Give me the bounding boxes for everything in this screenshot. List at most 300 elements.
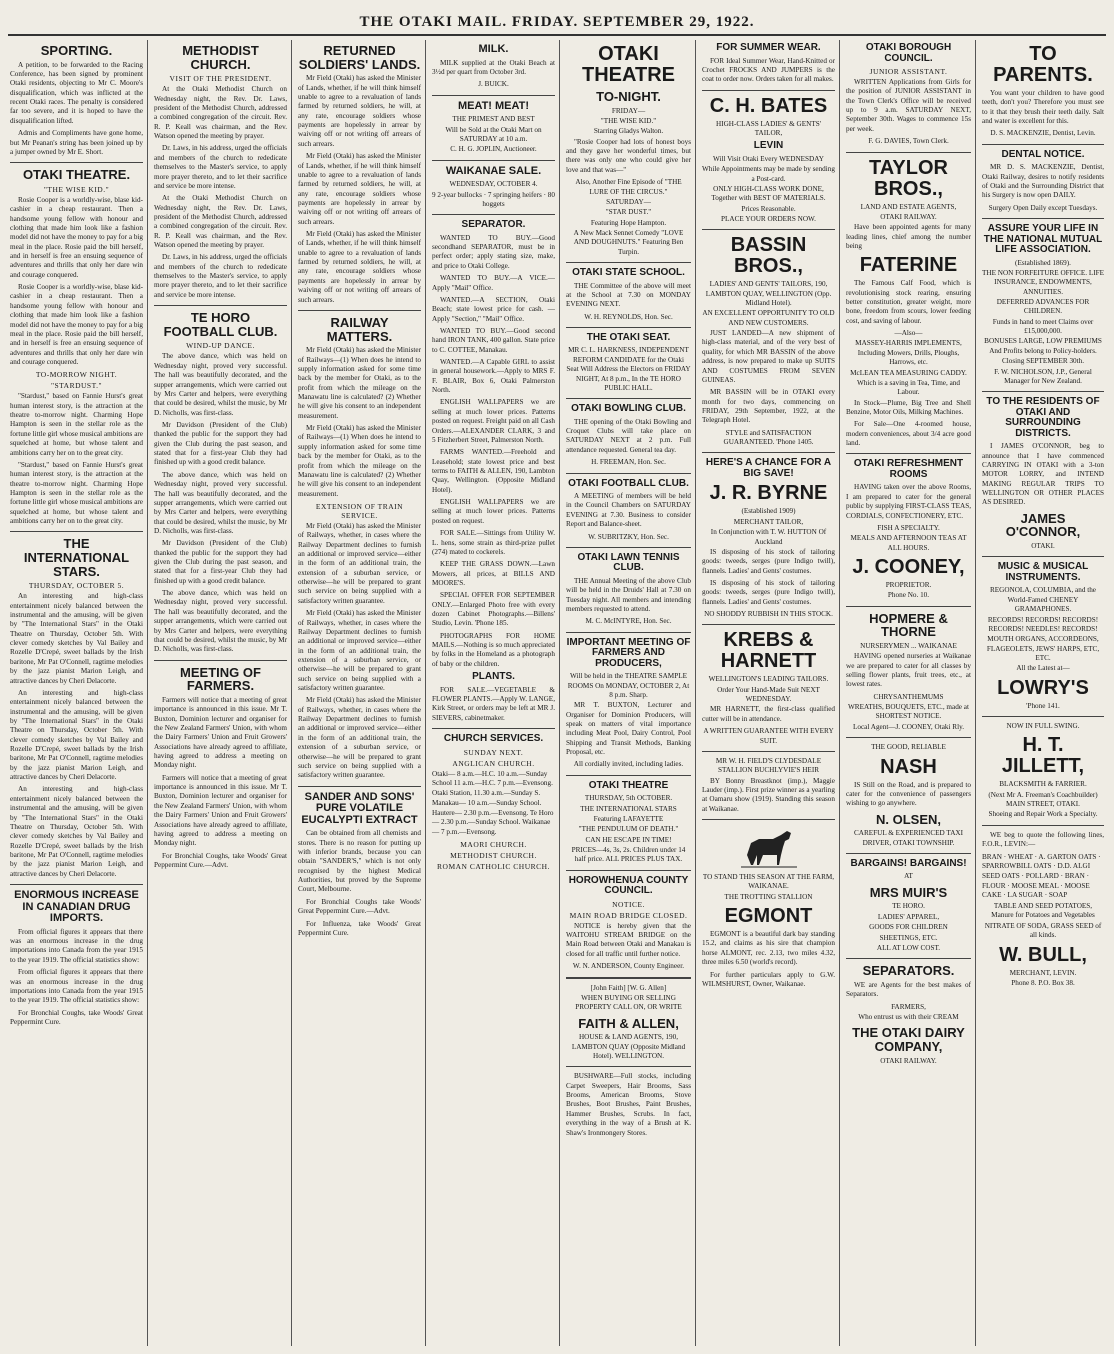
divider: [982, 144, 1104, 145]
field-text: BY Bonny Breastknot (imp.), Maggie Lauder (imp.). First prize winner as a yearling at Oamaru show (1919). Standing this season at Waikanae.: [702, 776, 835, 813]
krebs-text-2: MR HARNETT, the first-class qualified cutter will be in attendance.: [702, 705, 835, 723]
agent: Local Agent—J. COONEY, Otaki Rly.: [853, 722, 964, 731]
stardust-title: "STAR DUST.": [605, 208, 652, 217]
vegetables: TABLE AND SEED POTATOES, Manure for Potatoes and Vegetables: [991, 902, 1095, 920]
bowling-name: H. FREEMAN, Hon. Sec.: [591, 458, 666, 467]
merchant: MERCHANT TAILOR,: [733, 517, 804, 526]
divider: [846, 606, 971, 607]
closing: Closing SEPTEMBER 30th.: [1001, 357, 1085, 366]
railway-text-2: Mr Field (Otaki) has asked the Minister of Railways—(1) When does he intend to supply information asked for some time back by the member for Otaki, as to the profit from which the mileage on the Manawatu line is calculated? (2) Whether he will give his consent to an independent measurement.: [298, 424, 421, 498]
reasonable: Prices Reasonable.: [741, 204, 796, 213]
sporting-heading: SPORTING.: [40, 43, 113, 58]
music-heading: MUSIC & MUSICAL INSTRUMENTS.: [997, 561, 1089, 583]
records-brands: REGONOLA, COLUMBIA, and the World-Famed CHENEY GRAMAPHONES.: [989, 586, 1096, 614]
levin: LEVIN: [753, 140, 784, 152]
church-services: Otaki— 8 a.m.—H.C. 10 a.m.—Sunday School 11 a.m.—H.C. 7 p.m.—Evensong. Otaki Station, 11.30 a.m.—Sunday S. Manakau— 10 a.m.—Sunday School. Hautere— 2.30 p.m.—Evensong. Te Horo— 2.30 p.m.—Sunday School. Waikanae— 7 p.m.—Evensong.: [432, 769, 554, 836]
forsale-ad-2: FOR SALE.—VEGETABLE & FLOWER PLANTS.—Apply W. LANGE, Kirk Street, or orders may be left at MR J. SIEVERS, cabinetmaker.: [432, 685, 555, 722]
divider: [298, 786, 421, 787]
nicholson: F. W. NICHOLSON, J.P., General Manager for New Zealand.: [994, 367, 1092, 385]
divider: [702, 819, 835, 820]
column-1: [6, 40, 148, 1346]
byrne-text-2: IS disposing of his stock of tailoring goods: tweeds, serges (pure Indigo twill), flannels. Ladies' and Gents' costumes.: [702, 547, 835, 575]
bargains: BARGAINS! BARGAINS!: [850, 857, 967, 869]
guarantee: A WRITTEN GUARANTEE WITH EVERY SUIT.: [703, 727, 834, 745]
organs: MOUTH ORGANS, ACCORDEONS, FLAGEOLETS, JEWS' HARPS, ETC, ETC.: [986, 635, 1100, 662]
swing: NOW IN FULL SWING.: [1006, 722, 1080, 731]
football-heading: OTAKI FOOTBALL CLUB.: [568, 477, 689, 489]
extension-heading: EXTENSION OF TRAIN SERVICE.: [315, 501, 404, 520]
bull-name: W. BULL,: [999, 943, 1087, 966]
returned-text-3: Mr Field (Otaki) has asked the Minister of Lands, whether, if he will think himself unable to agree to a revaluation of lands farmed by returned soldiers, he will, at any rate, encourage soldiers whose payments are hopelessly in arrear by waiving off or not writing off arrears of such arrears.: [298, 230, 421, 304]
tehoro-heading: TE HORO FOOTBALL CLUB.: [163, 310, 278, 339]
bates-text: Will Visit Otaki Every WEDNESDAY: [713, 154, 824, 163]
school-heading: OTAKI STATE SCHOOL.: [572, 267, 685, 279]
divider: [298, 310, 421, 311]
forsale-ad-1: FOR SALE.—Sittings from Utility W. L. hens, some strain as third-prize pullet (274) mated to cockerels.: [432, 529, 555, 556]
intl-heading: THE INTERNATIONAL STARS.: [23, 536, 130, 579]
column-2: [150, 40, 292, 1346]
est: (Established 1869).: [1015, 258, 1071, 267]
egmont-name: EGMONT: [724, 905, 813, 928]
bridge-heading: MAIN ROAD BRIDGE CLOSED.: [569, 910, 688, 920]
returned-heading: RETURNED SOLDIERS' LANDS.: [298, 43, 421, 72]
stardust-heading: "STARDUST.": [50, 381, 103, 391]
pendulum: "THE PENDULUM OF DEATH.": [578, 825, 679, 834]
church-heading: CHURCH SERVICES.: [443, 733, 544, 745]
milk-name: J. BUICK.: [478, 80, 509, 89]
mackenzie: D. S. MACKENZIE, Dentist, Levin.: [990, 129, 1096, 138]
lafayette: Featuring LAFAYETTE: [593, 814, 664, 823]
theatre-heading: OTAKI THEATRE.: [22, 167, 131, 183]
stardust-text: "Stardust," based on Fannie Hurst's great human interest story, is the attraction at the theatre to-morrow night. Charming Hope Hampton is seen in the stellar role as the fortune little girl whose musical ambitions are squelched at home, but whose talent and ambitions carry her on to the great city.: [10, 392, 143, 457]
entrust: Who entrust us with their CREAM: [858, 1012, 959, 1021]
meat-name: C. H. G. JOPLIN, Auctioneer.: [450, 145, 537, 154]
krebs-text: Order Your Hand-Made Suit NEXT WEDNESDAY.: [717, 685, 820, 704]
faterine-text: The Famous Calf Food, which is revolutionising stock rearing, ensuring better constitution, greater weight, more bone, freedom from scours, lower feeding cost, and saving of labour.: [846, 279, 971, 325]
farmers-heading: MEETING OF FARMERS.: [180, 664, 261, 694]
deferred: DEFERRED ADVANCES FOR CHILDREN.: [996, 298, 1090, 316]
tehoro-subheading: WIND-UP DANCE.: [186, 341, 255, 351]
divider: [432, 160, 555, 161]
intl-stars: THE INTERNATIONAL STARS: [580, 804, 677, 813]
theatre-text-2: Rosie Cooper is a worldly-wise, blase kid-cashier in a cheap restaurant. Then a handsome young fellow with honour and clothing that made him look like a fashion model did not have the money to pay for a big meal in the place. Rosie paid the bill herself, and in herself is free an ensuing sequence of adventures and thrills that only her dare win and courage conquered.: [10, 283, 143, 366]
mclean: McLEAN TEA MEASURING CADDY.: [850, 368, 967, 377]
faith-name: FAITH & ALLEN,: [578, 1015, 679, 1031]
tennis-text: THE Annual Meeting of the above Club will be held in the Druids' Hall at 7.30 on Tuesday night. All members and intending members requested to attend.: [566, 576, 691, 613]
divider: [846, 853, 971, 854]
tehoro: TE HORO.: [892, 902, 925, 911]
hope-hampton: Featuring Hope Hampton.: [590, 218, 667, 227]
methodist-heading: METHODIST CHURCH.: [182, 43, 259, 72]
separators-heading: SEPARATORS.: [862, 963, 955, 979]
church-sub: SUNDAY NEXT.: [463, 747, 524, 757]
theatre-text: Rosie Cooper is a worldly-wise, blase kid-cashier in a cheap restaurant. Then a handsome young fellow with honour and clothing that made him look like a fashion model did not have the money to pay for a big meal in the place. Rosie paid the bill herself, and in herself is free an ensuing sequence of adventures and thrills that only her dare win and courage conquered.: [10, 195, 143, 279]
parents-text: You want your children to have good teeth, don't you? Therefore you must see to it that they brush their teeth daily. Salt and water is excellent for this.: [982, 89, 1104, 126]
nash-text: IS Still on the Road, and is prepared to cater for the convenience of passengers wishing to go anywhere.: [846, 780, 971, 808]
escape: CAN HE ESCAPE IN TIME!: [585, 835, 672, 844]
oconnor-name: JAMES O'CONNOR,: [1005, 510, 1081, 540]
bates-text-3: ONLY HIGH-CLASS WORK DONE, Together with BEST OF MATERIALS.: [711, 184, 826, 203]
proprietor: PROPRIETOR.: [885, 580, 932, 589]
massey: MASSEY-HARRIS IMPLEMENTS, Including Mowers, Drills, Ploughs, Harrows, etc.: [855, 339, 962, 367]
divider: [846, 453, 971, 454]
separator-heading: SEPARATOR.: [461, 219, 526, 231]
oconnor-loc: OTAKI.: [1031, 542, 1055, 551]
forfeiture: THE NON FORFEITURE OFFICE. LIFE INSURANCE, ENDOWMENTS, ANNUITIES.: [982, 268, 1104, 296]
fish: FISH A SPECIALTY.: [877, 523, 940, 532]
separators-text: WE are Agents for the best makes of Separators.: [846, 980, 971, 999]
sander-text: Can be obtained from all chemists and stores. There is no reason for putting up with inferior brands, because you can obtain "SANDER'S," which is not only recognised by the highest Medical Authorities, but proved by the Supreme Court, Melbourne.: [298, 829, 421, 894]
mclean-text: Which is a saving in Tea, Time, and Labour.: [857, 378, 960, 397]
krebs-name: KREBS & HARNETT: [720, 629, 817, 673]
phone: Phone No. 10.: [887, 591, 930, 600]
divider: [566, 1066, 691, 1067]
wreaths: WREATHS, BOUQUETS, ETC., made at SHORTEST NOTICE.: [848, 703, 969, 721]
trotting: THE TROTTING STALLION: [724, 892, 813, 901]
byrne-text-3: IS disposing of his stock of tailoring goods: tweeds, serges (pure Indigo twill), flannels. Ladies' and Gents' costumes.: [702, 578, 835, 606]
sporting-text-2: Admis and Compliments have gone home, but Mr Peanan's string has been joined up by a jumper owned by Mr E. Short.: [10, 129, 143, 156]
meat-heading: MEAT! MEAT!: [457, 99, 530, 112]
egmont-text: EGMONT is a beautiful dark bay standing 15.2, and claims as his sire that champion horse ALMONT, rec. 2.13, two miles 4.32, three miles 6.50 (world's record).: [702, 930, 835, 967]
prices: PRICES—4s, 3s, 2s. Children under 14 half price. ALL PRICES PLUS TAX.: [571, 846, 686, 864]
chrys: CHRYSANTHEMUMS: [873, 692, 944, 701]
nash-sub: THE GOOD, RELIABLE: [871, 743, 946, 752]
school-name: W. H. REYNOLDS, Hon. Sec.: [584, 312, 673, 321]
buxton-text: MR T. BUXTON, Lecturer and Organiser for Dominion Producers, will speak on matters of vital importance including Meat Pool, Dairy Control, Pool Shipping and Transit Methods, Banking Proposal, etc.: [566, 701, 691, 757]
comedy: A New Mack Sennet Comedy "LOVE AND DOUGHNUTS." Featuring Ben Turpin.: [573, 228, 684, 256]
tehoro-text: The above dance, which was held on Wednesday night, proved very successful. The hall was beautifully decorated, and the supper arrangements, which were carried out by Mrs Carter and helpers, were everything that could be desired, whilst the music, by Mr D. Nicholls, was first-class.: [154, 352, 287, 417]
photos-ad: PHOTOGRAPHS FOR HOME MAILS.—Nothing is so much appreciated by folks in the Homeland as a photograph of baby or the children.: [432, 631, 555, 668]
bull-phone: Phone 8. P.O. Box 38.: [1011, 978, 1075, 987]
maori-heading: MAORI CHURCH.: [460, 839, 527, 849]
methodist-subheading: VISIT OF THE PRESIDENT.: [169, 74, 272, 84]
summer-text: FOR Ideal Summer Wear, Hand-Knitted or Crochet FROCKS AND JUMPERS is the coat to order now. Orders taken for all makes.: [702, 56, 835, 84]
divider: [10, 162, 143, 163]
invited: All cordially invited, including ladies.: [573, 760, 684, 769]
taylor-name: TAYLOR BROS.,: [869, 156, 948, 200]
divider: [846, 737, 971, 738]
at: AT: [904, 872, 913, 881]
intl-text-2: An interesting and high-class entertainment nicely balanced between the instrumental and the amusing, will be given by "The International Stars" in the Otaki Theatre on Thursday, October 5th. With clever comedy sketches by Val Bailey and Rozelle D'Crepé, sweet ballads by the Irish baritone, Mr Pat O'Connell, ragtime melodies by the jazz pianist Marion Leigh, and attractive dances by Cheri Delacorte.: [10, 688, 143, 782]
byrne-name: J. R. BYRNE: [709, 482, 828, 505]
divider: [982, 391, 1104, 392]
junior-heading: JUNIOR ASSISTANT.: [869, 67, 948, 76]
price-lines: BRAN · WHEAT · A. GARTON OATS · SPARROWBILL OATS · D.D. ALGI SEED OATS · POLLARD · BRAN · FLOUR · MOOSE MEAL · MOOSE CAKE · LA SUGAR · SOAP: [982, 852, 1101, 900]
jillett-sub: BLACKSMITH & FARRIER.: [999, 780, 1087, 789]
assure-heading: ASSURE YOUR LIFE IN THE NATIONAL MUTUAL LIFE ASSOCIATION.: [983, 223, 1103, 256]
divider: [702, 624, 835, 625]
faterine-name: FATERINE: [859, 254, 958, 277]
wanted-ad-3: WANTED.—A SECTION, Otaki Beach; state lowest price for cash. —Apply "Section," "Mail" Office.: [432, 295, 555, 323]
cooney-name: J. COONEY,: [852, 555, 965, 578]
extension-text-3: Mr Field (Otaki) has asked the Minister of Railways, whether, in cases where the Railway Department declines to furnish an additional or improved service—either in the form of an additional train, the extension of a suburban service, or otherwise—he will be prepared to grant such service on being supplied with a satisfactory written guarantee.: [298, 696, 421, 780]
lowry-phone: 'Phone 141.: [1026, 701, 1060, 710]
starring: Starring Gladys Walton.: [593, 127, 664, 136]
bates-name: C. H. BATES: [709, 94, 828, 117]
divider: [846, 152, 971, 153]
low-cost: ALL AT LOW COST.: [876, 943, 941, 952]
seat-text: MR C. L. HARKNESS, INDEPENDENT REFORM CANDIDATE for the Otaki Seat Will Address the Electors on FRIDAY NIGHT, At 8 p.m., In the TE HORO PUBLIC HALL.: [566, 346, 691, 392]
olsen-name: N. OLSEN,: [875, 811, 941, 827]
special-ad: SPECIAL OFFER FOR SEPTEMBER ONLY.—Enlarged Photo free with every dozen Cabinet Photographs.—Billens' Studio, Levin. 'Phone 185.: [432, 591, 555, 628]
lowry-name: LOWRY'S: [997, 676, 1089, 699]
divider: [566, 547, 691, 548]
divider: [566, 775, 691, 776]
muirs: MRS MUIR'S: [869, 884, 948, 900]
divider: [566, 398, 691, 399]
enormous-text-2: From official figures it appears that there was an enormous increase in the drug importations into Canada from the year 1915 to the year 1919. The official statistics show:: [10, 968, 143, 1005]
divider: [10, 531, 143, 532]
intl-text: An interesting and high-class entertainment nicely balanced between the instrumental and the amusing, will be given by "The International Stars" in the Otaki Theatre on Thursday, October 5th. With clever comedy sketches by Val Bailey and Rozelle D'Crepé, sweet ballads by the Irish baritone, Mr Pat O'Connell, ragtime melodies by the jazz pianist Marion Leigh, and attractive dances by Cheri Delacorte.: [10, 592, 143, 685]
notice-heading: NOTICE.: [612, 899, 645, 909]
stock: In Stock—Plume, Big Tree and Shell Benzine, Motor Oils, Milking Machines.: [846, 398, 971, 416]
farms-ad: FARMS WANTED.—Freehold and Leasehold; state lowest price and best terms to FAITH & ALLEN, 190, Lambton Quay, Wellington. (Opposite Midland Hotel).: [432, 448, 555, 494]
taylor-text: Have been appointed agents for many leading lines, chief among the number being: [846, 223, 971, 250]
english-ad-2: ENGLISH WALLPAPERS we are selling at much lower prices. Patterns posted on request.: [432, 498, 555, 525]
divider: [982, 716, 1104, 717]
farmers-text-2: Farmers will notice that a meeting of great importance is announced in this issue. Mr T. Buxton, Dominion lecturer and organiser for the New Zealand Farmers' Union, with whom the Dairy Farmers' Union and Fruit Growers' Associations have already agreed to affiliate, having agreed to address a meeting on Monday night.: [154, 773, 287, 848]
masthead-rule: [8, 34, 1106, 36]
landed-text: JUST LANDED—A new shipment of high-class material, and of the very best of quality, for which MR BASSIN of the above address, is now prepared to make up SUITS AND COSTUMES FROM SEVEN GUINEAS.: [702, 329, 835, 384]
sander-heading: SANDER AND SONS' PURE VOLATILE EUCALYPTI EXTRACT: [301, 790, 418, 826]
bassin-sub: LADIES' AND GENTS' TAILORS, 190, LAMBTON QUAY, WELLINGTON (Opp. Midland Hotel).: [705, 280, 832, 308]
influenza-ad: For Influenza, take Woods' Great Peppermint Cure.: [298, 919, 421, 937]
bates-sub: HIGH-CLASS LADIES' & GENTS' TAILOR,: [715, 119, 821, 137]
theatre-blurb: "Rosie Cooper had lots of honest boys and they gave her wonderful times, but there was only one who could give her love and that was—": [566, 137, 691, 174]
keep-ad: KEEP THE GRASS DOWN.—Lawn Mowers, all prices, at BILLS AND MOORE'S.: [432, 560, 555, 587]
tennis-heading: OTAKI LAWN TENNIS CLUB.: [577, 551, 680, 574]
residents-heading: TO THE RESIDENTS OF OTAKI AND SURROUNDING DISTRICTS.: [986, 396, 1100, 439]
extension-text: Mr Field (Otaki) has asked the Minister of Railways, whether, in cases where the Railway Department declines to furnish an additional or improved service—either in the form of an additional train, the extension of a suburban service, or otherwise—he will be prepared to grant such service on being supplied with a satisfactory written guarantee.: [298, 521, 421, 605]
oconnor-text: I JAMES O'CONNOR, beg to announce that I have commenced CARRYING IN OTAKI with a 3-ton MOTOR LORRY, and INTEND MAKING REGULAR TRIPS TO WELLINGTON OR OTHER PLACES AS DESIRED.: [982, 442, 1104, 507]
wisekid-title: "THE WISE KID.": [600, 117, 657, 125]
anglican-heading: ANGLICAN CHURCH.: [452, 758, 535, 768]
jillett-loc: (Next Mr A. Freeman's Coachbuilder) MAIN STREET, OTAKI.: [988, 790, 1098, 809]
intl-text-3: An interesting and high-class entertainment nicely balanced between the instrumental and the amusing, will be given by "The International Stars" in the Otaki Theatre on Thursday, October 5th. With clever comedy sketches by Val Bailey and Rozelle D'Crepé, sweet ballads by the Irish baritone, Mr Pat O'Connell, ragtime melodies by the jazz pianist Marion Leigh, and attractive dances by Cheri Delacorte.: [10, 785, 143, 878]
divider: [982, 825, 1104, 826]
satisfaction: STYLE and SATISFACTION GUARANTEED. 'Phone 1405.: [723, 428, 814, 447]
faith-header: [John Faith] [W. G. Allen]: [590, 983, 667, 992]
saturday-label: SATURDAY—: [606, 197, 651, 206]
column-3: [294, 40, 426, 1346]
bowling-heading: OTAKI BOWLING CLUB.: [571, 403, 686, 415]
intl-date: THURSDAY, OCTOBER 5.: [28, 581, 125, 591]
anderson: W. N. ANDERSON, County Engineer.: [572, 962, 685, 971]
friday-label: FRIDAY—: [611, 106, 646, 115]
dental-heading: DENTAL NOTICE.: [1001, 148, 1085, 160]
established: (Established 1909): [741, 507, 796, 516]
quote: WE beg to quote the following lines, F.O.R., LEVIN:—: [982, 830, 1104, 849]
divider: [432, 95, 555, 96]
dental-text: MR D. S. MACKENZIE, Dentist, Otaki Railway, desires to notify residents of Otaki and the Surrounding District that his Surgery is now open DAILY.: [982, 163, 1104, 200]
taylor-loc: OTAKI RAILWAY.: [880, 212, 937, 221]
taylor-sub: LAND AND ESTATE AGENTS,: [860, 202, 957, 211]
tomorrow-heading: TO-MORROW NIGHT.: [35, 370, 118, 380]
dairy-name: THE OTAKI DAIRY COMPANY,: [852, 1025, 965, 1054]
rooms-text: HAVING taken over the above Rooms, I am prepared to cater for the general public by supplying FIRST-CLASS TEAS, CORDIALS, CONFECTIONERY, ETC.: [846, 483, 971, 520]
wanted-ad-1: WANTED TO BUY.—Good secondhand SEPARATOR, must be in perfect order; apply stating size, make, and price to Otaki College.: [432, 233, 555, 270]
divider: [702, 751, 835, 752]
bridge-text: NOTICE is hereby given that the WAITOHU STREAM BRIDGE on the Main Road between Otaki and Manakau is closed for all traffic until further notice.: [566, 921, 691, 958]
divider: [566, 632, 691, 633]
column-7: [842, 40, 976, 1346]
faith-sub: HOUSE & LAND AGENTS, 190, LAMBTON QUAY (Opposite Midland Hotel). WELLINGTON.: [571, 1033, 686, 1060]
bronchial-ad: For Bronchial Coughs, take Woods' Great Peppermint Cure.: [10, 1008, 143, 1026]
methodist-text-4: Dr. Laws, in his address, urged the officials and members of the church to rededicate themselves to the Master's service, to apply more prayer thereto, and to let their sacrifice and service be more intense.: [154, 253, 287, 299]
tennis-name: M. C. McINTYRE, Hon. Sec.: [585, 617, 672, 626]
goods: GOODS FOR CHILDREN: [869, 923, 948, 932]
divider: [982, 556, 1104, 557]
english-ad-1: ENGLISH WALLPAPERS we are selling at much lower prices. Patterns posted on request. Freight paid on all Cash Orders.—ALEXANDER CLARK, 3 and 5 Fitzherbert Street, Palmerston North.: [432, 398, 555, 444]
waikanae-heading: WAIKANAE SALE.: [445, 164, 542, 177]
divider: [10, 884, 143, 885]
bronchial-ad: For Bronchial Coughs take Woods' Great Peppermint Cure.—Advt.: [298, 897, 421, 916]
football-name: W. SUBRITZKY, Hon. Sec.: [588, 532, 669, 541]
divider: [432, 214, 555, 215]
bull-sub: MERCHANT, LEVIN.: [1009, 968, 1077, 977]
divider: [154, 660, 287, 661]
methodist-text: At the Otaki Methodist Church on Wednesday night, the Rev. Dr. Laws, president of the Methodist Church, addressed a combined congregation of the circuit. Rev. R. P. Keall was chairman, and the Rev. Watson opened the meeting by prayer.: [154, 85, 287, 141]
opportunity: AN EXCELLENT OPPORTUNITY TO OLD AND NEW CUSTOMERS.: [702, 309, 835, 327]
divider: [566, 327, 691, 328]
sheetings: SHEETINGS, ETC.: [879, 933, 938, 942]
methodist-text-2: Dr. Laws, in his address, urged the officials and members of the church to rededicate themselves to the Master's service, to apply more prayer thereto, and to let their sacrifice and service be more intense.: [154, 144, 287, 190]
methodist-text-3: At the Otaki Methodist Church on Wednesday night, the Rev. Dr. Laws, president of the Methodist Church, addressed a combined congregation of the circuit. Rev. R. P. Keall was chairman, and the Rev. Watson opened the meeting by prayer.: [154, 194, 287, 250]
theatre-subheading: "THE WISE KID.": [43, 184, 110, 194]
plants-heading: PLANTS.: [472, 671, 515, 683]
important-text: Will be held in the THEATRE SAMPLE ROOMS On MONDAY, OCTOBER 2, At 8 p.m. Sharp.: [567, 672, 690, 699]
returned-text-2: Mr Field (Otaki) has asked the Minister of Lands, whether, if he will think himself unable to agree to a revaluation of lands farmed by returned soldiers, he will, at any rate, encourage soldiers whose payments are hopelessly in arrear by waiving off or not writing off arrears of such arrears.: [298, 152, 421, 226]
farmers: FARMERS,: [891, 1002, 926, 1011]
important-heading: IMPORTANT MEETING OF FARMERS AND PRODUCERS,: [566, 636, 691, 669]
football-text: A MEETING of members will be held in the Council Chambers on SATURDAY EVENING at 7.30. Business to consider Report and Balance-sheet.: [566, 492, 691, 529]
divider: [982, 218, 1104, 219]
milk-text: MILK supplied at the Otaki Beach at 3½d per quart from October 3rd.: [432, 58, 555, 76]
wilmshurst: For further particulars apply to G.W. WILMSHURST, Owner, Waikanae.: [702, 970, 835, 988]
thursday: THURSDAY, 5th OCTOBER.: [584, 794, 673, 803]
divider: [566, 977, 691, 979]
hopmere-name: HOPMERE & THORNE: [869, 610, 948, 640]
also: —Also—: [894, 329, 923, 338]
otaki-theatre-heading: OTAKI THEATRE: [582, 43, 675, 86]
divider: [566, 473, 691, 474]
meat-sub: THE PRIMEST AND BEST: [452, 115, 535, 124]
masthead: THE OTAKI MAIL. FRIDAY. SEPTEMBER 29, 1922.: [359, 14, 755, 30]
wanted-ad-5: WANTED.—A Capable GIRL to assist in general housework.—Apply to MRS F. F. BLAIR, Box 6, Otaki Palmerston North.: [432, 358, 555, 395]
theatre-2-heading: OTAKI THEATRE: [588, 779, 669, 791]
meals: MEALS AND AFTERNOON TEAS AT ALL HOURS.: [850, 534, 967, 552]
railway-heading: RAILWAY MATTERS.: [326, 314, 393, 344]
apparel: LADIES' APPAREL,: [877, 912, 940, 921]
latest: All the Latest at—: [1016, 664, 1070, 673]
rooms-heading: OTAKI REFRESHMENT ROOMS: [853, 458, 964, 480]
council-heading: OTAKI BOROUGH COUNCIL.: [865, 42, 952, 64]
tehoro-text-3: The above dance, which was held on Wednesday night, proved very successful. The hall was beautifully decorated, and the supper arrangements, which were carried out by Mrs Carter and helpers, were everything that could be desired, whilst the music, by Mr D. Nicholls, was first-class.: [154, 470, 287, 535]
stardust-text-2: "Stardust," based on Fannie Hurst's great human interest story, is the attraction at the theatre to-morrow night. Charming Hope Hampton is seen in the stellar role as the fortune little girl whose musical ambitions are squelched at home, but whose talent and ambitions carry her on to the great city.: [10, 460, 143, 526]
rubbish: NO SHODDY RUBBISH IN THIS STOCK.: [704, 610, 833, 619]
divider: [566, 262, 691, 263]
tehoro-text-2: Mr Davidson (President of the Club) thanked the public for the support they had given the Club during the past season, and stated that for a first-year Club they had finished up with a good credit balance.: [154, 420, 287, 467]
funds: Funds in hand to meet Claims over £15,000,000.: [992, 317, 1094, 336]
sporting-text: A petition, to be forwarded to the Racing Conference, has been signed by prominent Otaki residents, objecting to Mr C. Moore's disqualification, which was inflicted at the recent Otaki races. The penalty is considered far too severe, and it is hoped to have the disqualification lifted.: [10, 60, 143, 125]
wanted-ad-4: WANTED TO BUY.—Good second hand IRON TANK, 400 gallon. State price to C. COTTEE, Manakau.: [432, 326, 555, 354]
divider: [702, 229, 835, 230]
divider: [702, 452, 835, 453]
bronchial-ad: For Bronchial Coughs, take Woods' Great Peppermint Cure.—Advt.: [154, 851, 287, 869]
byrne-text: In Conjunction with T. W. HUTTON Of Auckland: [710, 528, 827, 546]
enormous-text: From official figures it appears that there was an enormous increase in the drug importations into Canada from the year 1915 to the year 1919. The official statistics show:: [10, 927, 143, 964]
divider: [154, 305, 287, 306]
dairy-loc: OTAKI RAILWAY.: [880, 1056, 937, 1065]
davies: F. G. DAVIES, Town Clerk.: [868, 137, 949, 146]
season: TO STAND THIS SEASON AT THE FARM, WAIKANAE.: [702, 873, 835, 891]
surgery: Surgery Open Daily except Tuesdays.: [988, 203, 1098, 212]
returned-text: Mr Field (Otaki) has asked the Minister of Lands, whether, if he will think himself unable to agree to a revaluation of lands farmed by returned soldiers, he will, at any rate, encourage soldiers whose payments are hopelessly in arrear by waiving off or not writing off arrears of such arrears.: [298, 74, 421, 148]
records: RECORDS! RECORDS! RECORDS! RECORDS! NEEDLES! RECORDS!: [987, 615, 1099, 633]
extension-text-2: Mr Field (Otaki) has asked the Minister of Railways, whether, in cases where the Railway Department declines to furnish an additional or improved service—either in the form of an additional train, the extension of a suburban service, or otherwise—he will be prepared to grant such service on being supplied with a satisfactory written guarantee.: [298, 609, 421, 693]
summer-heading: FOR SUMMER WEAR.: [716, 42, 821, 53]
nash-name: NASH: [880, 755, 937, 778]
bates-text-2: While Appointments may be made by sending a Post-card.: [702, 165, 835, 183]
bassin-text: MR BASSIN will be in OTAKI every month for two days, commencing on FRIDAY, 29th September, 1922, at the Telegraph Hotel.: [702, 388, 835, 425]
horowhenua-heading: HOROWHENUA COUNTY COUNCIL.: [568, 874, 689, 897]
olsen-sub: CAREFUL & EXPERIENCED TAXI DRIVER, OTAKI TOWNSHIP.: [853, 829, 964, 847]
enormous-heading: ENORMOUS INCREASE IN CANADIAN DRUG IMPORTS.: [14, 889, 139, 925]
meat-text: Will be Sold at the Otaki Mart on SATURDAY at 10 a.m.: [445, 125, 542, 143]
tehoro-text-4: Mr Davidson (President of the Club) thanked the public for the support they had given the Club during the past season, and stated that for a first-year Club they had finished up with a good credit balance.: [154, 539, 287, 585]
bowling-text: THE opening of the Otaki Bowling and Croquet Clubs will take place on SATURDAY NEXT at 2 p.m. Full attendance requested. General tea day.: [566, 417, 691, 454]
divider: [566, 870, 691, 871]
junior-text: WRITTEN Applications from Girls for the position of JUNIOR ASSISTANT in the Town Clerk's Office will be received up to 9 a.m. SATURDAY NEXT, September 30th. Wages to commence 15s per week.: [846, 78, 971, 133]
column-5: [562, 40, 696, 1346]
wanted-ad-2: WANTED TO BUY.—A VICE.—Apply "Mail" Office.: [432, 274, 555, 292]
field-stallion: MR W. H. FIELD'S CLYDESDALE STALLION BUCHLYVIE'S HEIR: [715, 756, 822, 775]
hopmere-text: HAVING opened nurseries at Waikanae we are prepared to cater for all classes by selling flower plants, fruit trees, etc., at lowest rates.: [846, 652, 971, 689]
parents-heading: TO PARENTS.: [993, 43, 1093, 86]
seat-heading: THE OTAKI SEAT.: [586, 331, 671, 343]
column-6: [698, 40, 840, 1346]
shoeing: Shoeing and Repair Work a Specialty.: [988, 810, 1098, 819]
place-orders: PLACE YOUR ORDERS NOW.: [721, 214, 816, 223]
bassin-name: BASSIN BROS.,: [730, 234, 807, 278]
bushware-ad: BUSHWARE—Full stocks, including Carpet Sweepers, Hair Brooms, Sass Brooms, American Brooms, Stove Brushes, Boot Brushes, Paint Brushes, Hammer Brushes, Scrubs. In fact, everything in the way of a Brush at K. Shaw's Ironmongery Stores.: [566, 1072, 691, 1137]
column-8: [978, 40, 1108, 1346]
chance-heading: HERE'S A CHANCE FOR A BIG SAVE!: [705, 457, 832, 479]
horse-illustration-icon: [739, 825, 799, 869]
divider: [702, 90, 835, 91]
nursery: NURSERYMEN ... WAIKANAE: [860, 641, 957, 650]
sale: For Sale—One 4-roomed house, modern conveniences, about 3/4 acre good land.: [846, 420, 971, 448]
farmers-text: Farmers will notice that a meeting of great importance is announced in this issue. Mr T. Buxton, Dominion lecturer and organiser for the New Zealand Farmers' Union, with whom the Dairy Farmers' Union and Fruit Growers' Associations have already agreed to affiliate, having agreed to address a meeting on Monday night.: [154, 695, 287, 770]
waikanae-date: WEDNESDAY, OCTOBER 4.: [449, 180, 538, 189]
waikanae-items: 9 2-year bullocks · 7 springing heifers · 80 hoggets: [432, 190, 555, 208]
divider: [432, 728, 555, 729]
methodist-church-heading: METHODIST CHURCH.: [450, 850, 537, 860]
tonight-heading: TO-NIGHT.: [596, 89, 661, 104]
bonuses: BONUSES LARGE, LOW PREMIUMS And Profits belong to Policy-holders.: [984, 337, 1102, 355]
jillett-name: H. T. JILLETT,: [1001, 734, 1085, 778]
divider: [846, 958, 971, 959]
also-episode: Also, Another Fine Episode of "THE LURE OF THE CIRCUS.": [575, 178, 682, 196]
catholic-heading: ROMAN CATHOLIC CHURCH.: [437, 861, 550, 871]
nitrate: NITRATE OF SODA, GRASS SEED of all kinds.: [984, 921, 1102, 940]
school-text: THE Committee of the above will meet at the School at 7.30 on MONDAY EVENING NEXT.: [566, 281, 691, 309]
faith-title: WHEN BUYING OR SELLING PROPERTY CALL ON, OR WRITE: [575, 993, 682, 1012]
railway-text: Mr Field (Otaki) has asked the Minister of Railways—(1) When does he intend to supply information asked for some time back by the member for Otaki, as to the profit from which the mileage on the Manawatu line is calculated? (2) Whether he will give his consent to an independent measurement.: [298, 346, 421, 420]
krebs-sub: WELLINGTON'S LEADING TAILORS.: [708, 675, 829, 684]
tehoro-text-5: The above dance, which was held on Wednesday night, proved very successful. The hall was beautifully decorated, and the supper arrangements, which were carried out by Mrs Carter and helpers, were everything that could be desired, whilst the music, by Mr D. Nicholls, was first-class.: [154, 589, 287, 654]
milk-heading: MILK.: [478, 43, 509, 55]
